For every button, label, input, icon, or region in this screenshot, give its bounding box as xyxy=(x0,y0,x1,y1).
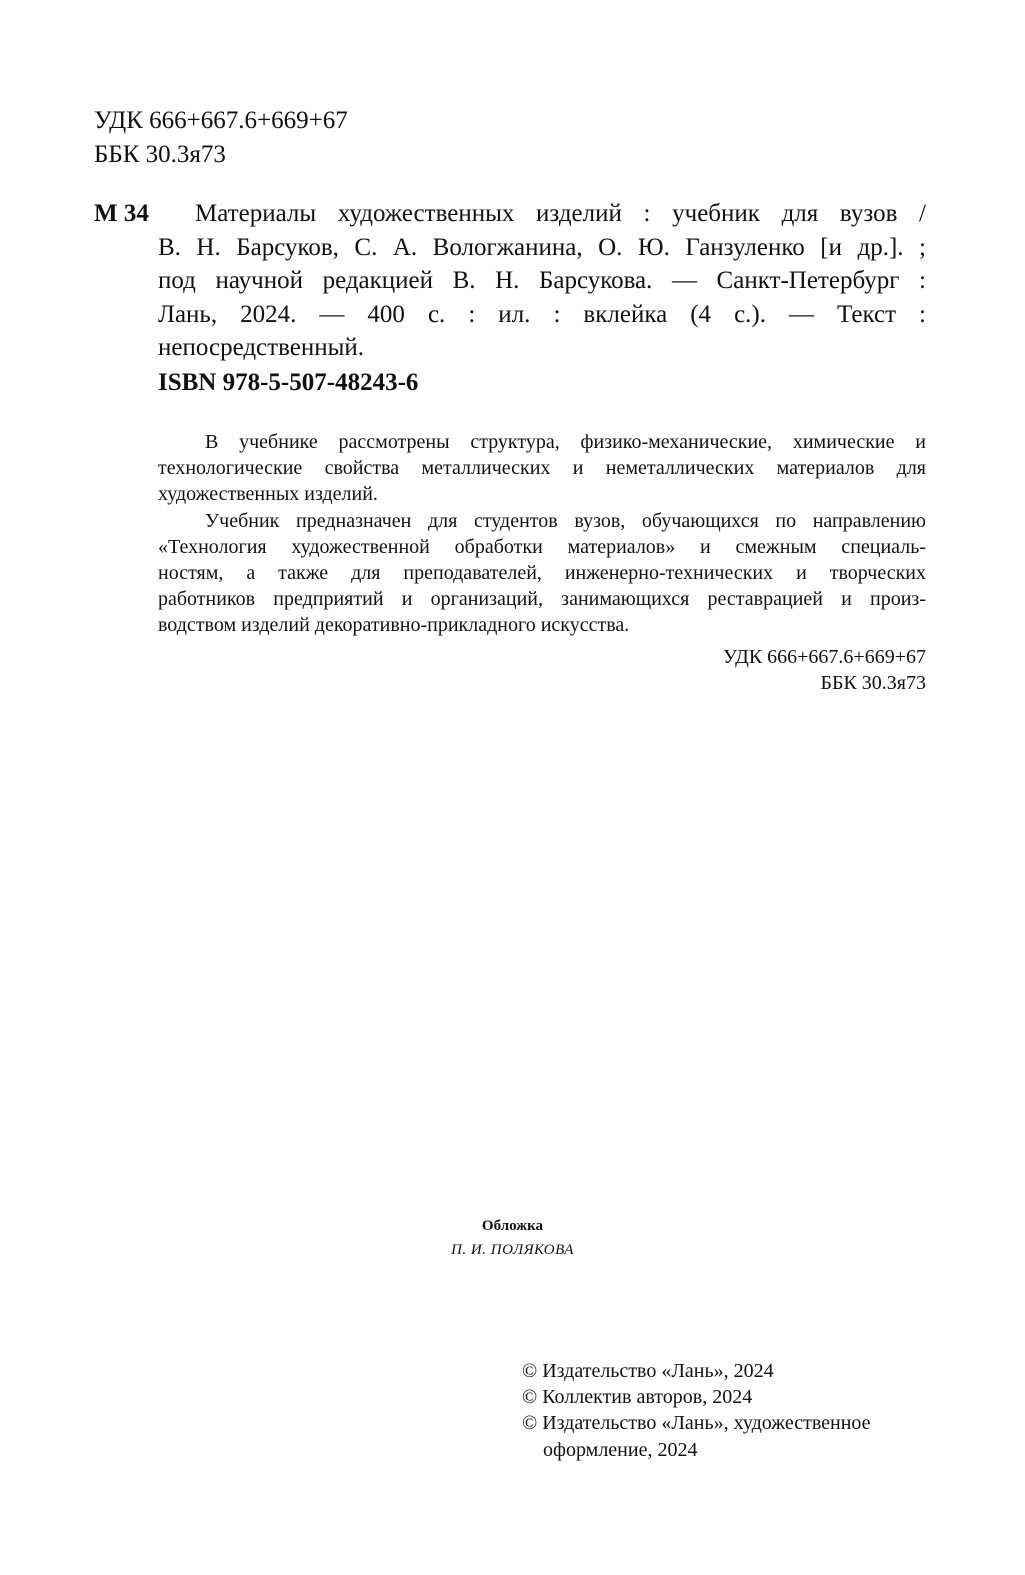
copyright-block xyxy=(522,1358,871,1463)
classification-header xyxy=(94,104,348,172)
copyright-line: © Коллектив авторов, 2024 xyxy=(522,1386,753,1409)
isbn: ISBN 978-5-507-48243-6 xyxy=(158,369,419,396)
udk-code: УДК 666+667.6+669+67 xyxy=(94,107,348,134)
classification-footer xyxy=(723,644,926,696)
cover-designer: П. И. ПОЛЯКОВА xyxy=(451,1242,574,1258)
annotation xyxy=(158,429,926,639)
annotation-line: Учебник предназначен для студентов вузов, обучающихся по направлению xyxy=(205,509,926,532)
copyright-line: © Издательство «Лань», 2024 xyxy=(522,1360,774,1382)
annotation-line: водством изделий декоративно-прикладного искусства. xyxy=(158,614,630,637)
copyright-line: оформление, 2024 xyxy=(543,1438,698,1461)
author-mark: М 34 xyxy=(94,200,149,227)
bbk-code: ББК 30.3я73 xyxy=(94,141,226,168)
annotation-line: ностям, а также для преподавателей, инженерно-технических и творческих xyxy=(158,562,926,585)
udk-code: УДК 666+667.6+669+67 xyxy=(723,646,926,668)
annotation-line: работников предприятий и организаций, занимающихся реставрацией и произ- xyxy=(158,588,926,611)
annotation-line: художественных изделий. xyxy=(158,483,378,506)
biblio-line: Лань, 2024. — 400 с. : ил. : вклейка (4 с.). — Текст : xyxy=(158,300,926,328)
copyright-line: © Издательство «Лань», художественное xyxy=(522,1412,871,1435)
biblio-line: В. Н. Барсуков, С. А. Вологжанина, О. Ю. Ганзуленко [и др.]. ; xyxy=(158,233,926,261)
annotation-line: «Технология художественной обработки материалов» и смежным специаль- xyxy=(158,535,926,558)
biblio-line: под научной редакцией В. Н. Барсукова. — Санкт-Петербург : xyxy=(158,267,926,294)
biblio-line: непосредственный. xyxy=(158,334,365,361)
biblio-line: Материалы художественных изделий : учебник для вузов / xyxy=(195,200,926,227)
bibliographic-description xyxy=(158,197,926,365)
annotation-line: В учебнике рассмотрены структура, физико-механические, химические и xyxy=(205,431,926,453)
annotation-line: технологические свойства металлических и неметаллических материалов для xyxy=(158,457,926,480)
bbk-code: ББК 30.3я73 xyxy=(820,672,926,695)
cover-label: Обложка xyxy=(481,1218,544,1234)
